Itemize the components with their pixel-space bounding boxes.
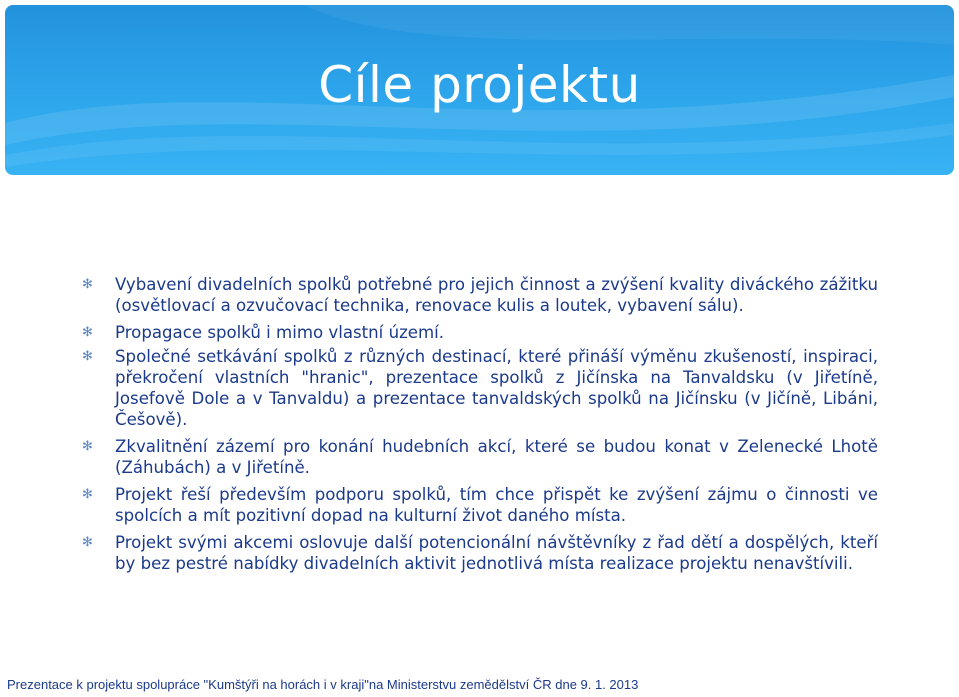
asterisk-bullet-icon: ✻ [82,439,93,454]
list-item-text: Společné setkávání spolků z různých destinací, které přináší výměnu zkušeností, inspiraci, překročení vlastních "hranic", prezentace spolků z Jičínska na Tanvaldsku (v Jiřetíně, Josefově Dole a v Tanvaldu) a prezentace tanvaldských spolků na Jičínsku (v Jičíně, Libáni, Češově). [115,347,878,429]
bullet-list [80,274,878,580]
list-item-text: Projekt svými akcemi oslovuje další potencionální návštěvníky z řad dětí a dospělých, kteří by bez pestré nabídky divadelních aktivit jednotlivá místa realizace projektu nenavštívili. [115,533,878,573]
list-item [80,484,878,526]
list-item-text: Projekt řeší především podporu spolků, tím chce přispět ke zvýšení zájmu o činnosti ve spolcích a mít pozitivní dopad na kulturní život daného místa. [115,485,878,525]
page-title: Cíle projektu [318,56,641,114]
asterisk-bullet-icon: ✻ [82,487,93,502]
list-item-text: Zkvalitnění zázemí pro konání hudebních akcí, které se budou konat v Zelenecké Lhotě (Záhubách) a v Jiřetíně. [115,437,878,477]
list-item [80,532,878,574]
asterisk-bullet-icon: ✻ [82,277,93,292]
asterisk-bullet-icon: ✻ [82,535,93,550]
list-item [80,436,878,478]
list-item-text: Vybavení divadelních spolků potřebné pro jejich činnost a zvýšení kvality diváckého zážitku (osvětlovací a ozvučovací technika, renovace kulis a loutek, vybavení sálu). [115,275,878,315]
list-item-text: Propagace spolků i mimo vlastní území. [115,323,445,342]
list-item [80,346,878,430]
asterisk-bullet-icon: ✻ [82,325,93,340]
asterisk-bullet-icon: ✻ [82,349,93,364]
footer-caption: Prezentace k projektu spolupráce "Kumštýři na horách i v kraji"na Ministerstvu zemědělství ČR dne 9. 1. 2013 [7,677,639,692]
list-item [80,274,878,316]
list-item [80,322,878,343]
